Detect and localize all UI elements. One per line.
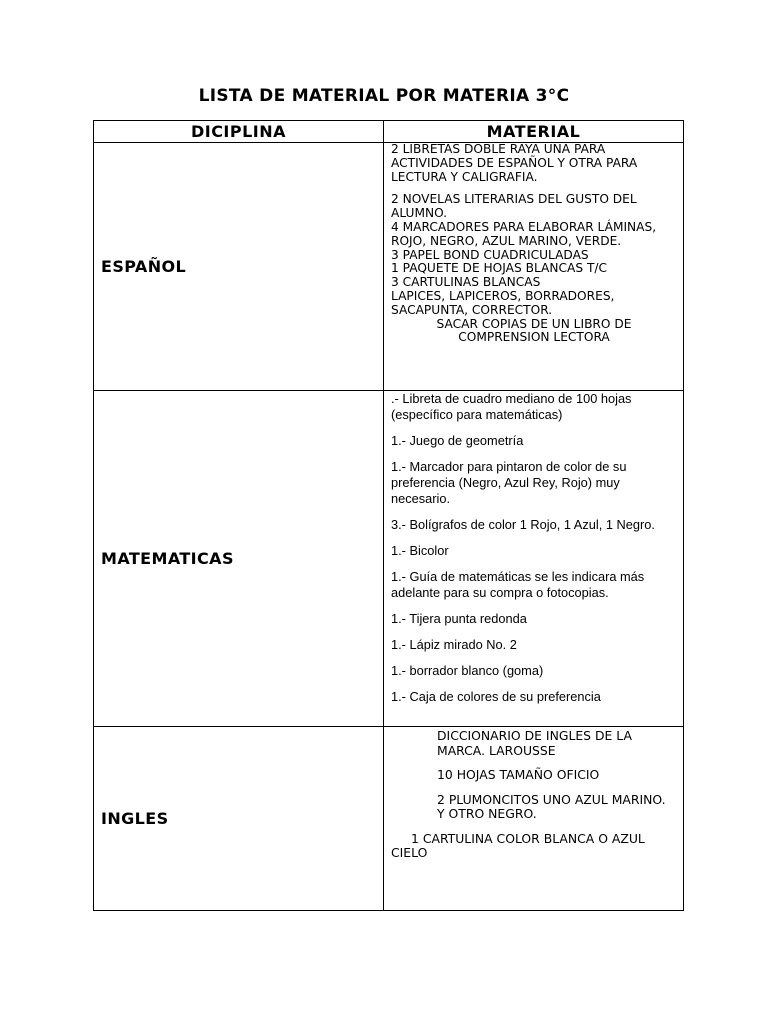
table-row	[94, 391, 684, 727]
header-row	[94, 121, 684, 143]
subject-espanol: ESPAÑOL	[94, 143, 384, 391]
list-item: 1 CARTULINA COLOR BLANCA O AZUL CIELO	[391, 830, 645, 860]
table-row	[94, 727, 684, 911]
page-title: LISTA DE MATERIAL POR MATERIA 3°C	[198, 86, 570, 106]
list-item: 1.- Guía de matemáticas se les indicara más adelante para su compra o fotocopias.	[391, 569, 645, 600]
subject-matematicas: MATEMATICAS	[94, 391, 384, 727]
list-item: 3 CARTULINAS BLANCAS	[391, 275, 541, 290]
discipline-header: DICIPLINA	[94, 121, 384, 143]
list-item: 1.- Marcador para pintaron de color de su preferencia (Negro, Azul Rey, Rojo) muy necesario.	[391, 459, 627, 506]
list-item: 3 PAPEL BOND CUADRICULADAS	[391, 247, 589, 262]
list-item: 1.- Tijera punta redonda	[391, 611, 527, 626]
list-item: LAPICES, LAPICEROS, BORRADORES, SACAPUNTA, CORRECTOR.	[391, 288, 615, 317]
list-item: 1.- Lápiz mirado No. 2	[391, 637, 517, 652]
list-item: 1.- Juego de geometría	[391, 433, 524, 448]
list-item: 1.- Caja de colores de su preferencia	[391, 689, 601, 704]
list-item: 3.- Bolígrafos de color 1 Rojo, 1 Azul, 1 Negro.	[391, 517, 655, 532]
list-item: 1.- Bicolor	[391, 543, 449, 558]
materials-ingles	[384, 727, 684, 911]
list-item: 1.- borrador blanco (goma)	[391, 663, 544, 678]
list-item: 2 NOVELAS LITERARIAS DEL GUSTO DEL ALUMNO.	[391, 192, 637, 221]
list-item: 2 PLUMONCITOS UNO AZUL MARINO. Y OTRO NEGRO.	[437, 791, 666, 821]
list-item: .- Libreta de cuadro mediano de 100 hojas (específico para matemáticas)	[391, 391, 632, 422]
subject-ingles: INGLES	[94, 727, 384, 911]
materials-table	[93, 120, 684, 911]
materials-matematicas	[384, 391, 684, 727]
materials-espanol	[384, 143, 684, 391]
list-item: 2 LIBRETAS DOBLE RAYA UNA PARA ACTIVIDADES DE ESPAÑOL Y OTRA PARA LECTURA Y CALIGRAFIA.	[391, 142, 638, 184]
table-row	[94, 143, 684, 391]
material-header: MATERIAL	[384, 121, 684, 143]
list-item: 10 HOJAS TAMAÑO OFICIO	[437, 767, 600, 782]
list-item: 4 MARCADORES PARA ELABORAR LÁMINAS, ROJO, NEGRO, AZUL MARINO, VERDE.	[391, 219, 657, 248]
list-item: DICCIONARIO DE INGLES DE LA MARCA. LAROUSSE	[437, 728, 632, 758]
list-item: SACAR COPIAS DE UN LIBRO DE COMPRENSION LECTORA	[436, 316, 632, 345]
list-item: 1 PAQUETE DE HOJAS BLANCAS T/C	[391, 261, 607, 276]
